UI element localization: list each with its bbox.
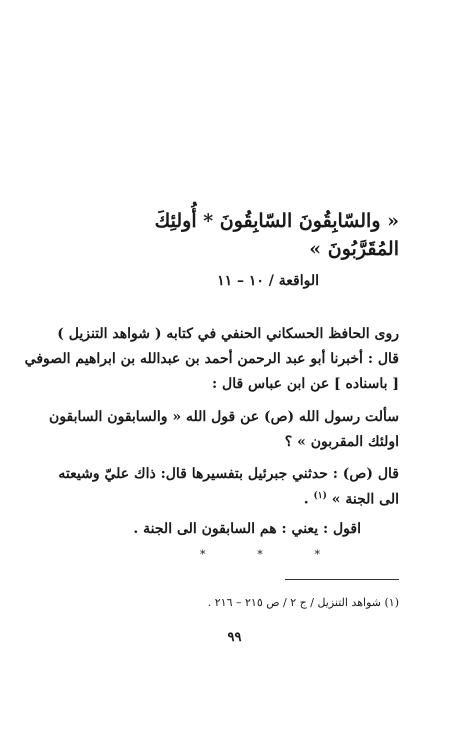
- body-line-8: اقول : يعني : هم السابقون الى الجنة .: [133, 521, 361, 537]
- separator-star: *: [314, 548, 320, 561]
- body-line-2: قال : أخبرنا أبو عبد الرحمن أحمد بن عبدالله بن ابراهيم الصوفي: [24, 351, 399, 367]
- body-line-7-end: .: [303, 491, 309, 508]
- body-line-7-text: الى الجنة »: [331, 491, 399, 508]
- quran-verse-line-2: المُقَرَّبُونَ »: [309, 238, 399, 260]
- body-line-6: قال (ص) : حدثني جبرئيل بتفسيرها قال: ذاك عليّ وشيعته: [58, 466, 399, 482]
- section-separator: [200, 548, 320, 561]
- body-line-4: سألت رسول الله (ص) عن قول الله « والسابقون السابقون: [49, 409, 399, 425]
- footnote-divider: [285, 579, 399, 580]
- separator-star: *: [200, 548, 206, 561]
- footnote-text: (١) شواهد التنزيل / ج ٢ / ص ٢١٥ – ٢١٦ .: [207, 596, 399, 609]
- quran-verse-line-1: « والسّابِقُونَ السّابِقُونَ * أُولئِكَ: [154, 210, 399, 232]
- body-line-1: روى الحافظ الحسكاني الحنفي في كتابه ( شواهد التنزيل ): [57, 326, 399, 342]
- page-number: ٩٩: [227, 630, 242, 645]
- separator-star: *: [257, 548, 263, 561]
- body-line-3: [ باسناده ] عن ابن عباس قال :: [211, 376, 399, 392]
- footnote-marker: (١): [313, 491, 327, 501]
- verse-reference: الواقعة / ١٠ – ١١: [217, 273, 319, 289]
- body-line-7: [70, 492, 399, 507]
- body-line-5: اولئك المقربون » ؟: [284, 434, 399, 450]
